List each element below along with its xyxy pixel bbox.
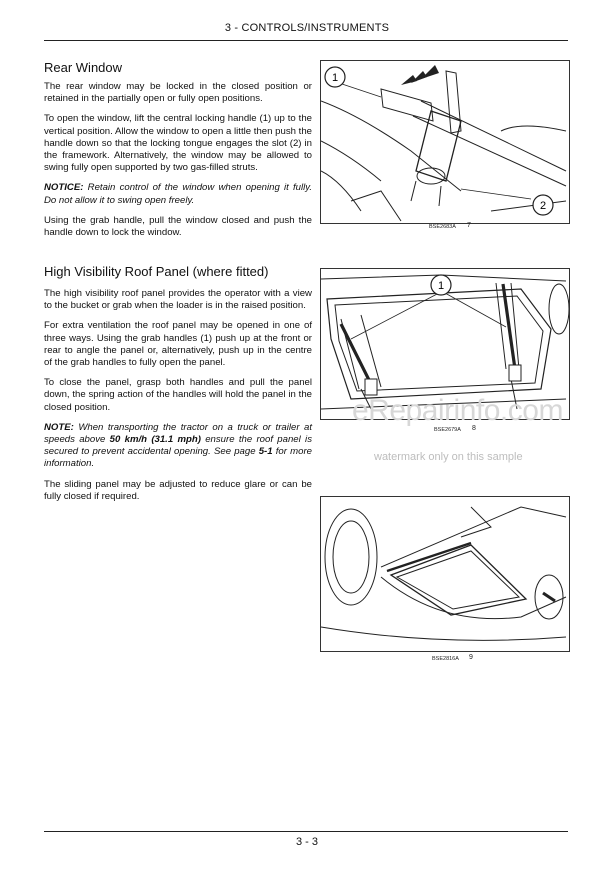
figure-sliding-panel [320, 496, 570, 652]
note-speed: 50 km/h (31.1 mph) [109, 434, 201, 446]
note-page-ref: 5-1 [258, 446, 273, 458]
watermark-site: eRepairinfo.com [352, 394, 563, 427]
sliding-panel-illustration [321, 497, 569, 651]
notice-text: Retain control of the window when opening it fully. Do not allow it to swing open freely. [44, 182, 312, 206]
paragraph: For extra ventilation the roof panel may be opened in one of three ways. Using the grab handles (1) push up at the front or rear to angle the panel or, alternatively, push up in the centre of the grab handles to fully open the panel. [44, 320, 312, 369]
footer-rule [44, 831, 568, 832]
watermark-note: watermark only on this sample [374, 451, 523, 463]
page-header-title: 3 - CONTROLS/INSTRUMENTS [224, 22, 390, 34]
note-paragraph [44, 422, 312, 471]
section-roof-panel [44, 264, 312, 503]
figure-code: BSE2679A [434, 427, 461, 433]
figure-code: BSE2683A [429, 224, 456, 230]
rear-window-illustration [321, 61, 569, 223]
paragraph: To close the panel, grasp both handles and pull the panel down, the spring action of the handles will hold the panel in the closed position. [44, 377, 312, 413]
section-rear-window [44, 60, 312, 239]
section-heading: Rear Window [44, 60, 123, 75]
paragraph: The high visibility roof panel provides the operator with a view to the bucket or grab when the loader is in the raised position. [44, 288, 312, 312]
note-text: When transporting the tractor on a truck or trailer at speeds above [44, 421, 312, 446]
paragraph: The sliding panel may be adjusted to reduce glare or can be fully closed if required. [44, 478, 312, 502]
header-rule [44, 40, 568, 41]
paragraph: Using the grab handle, pull the window closed and push the handle down to lock the window. [44, 214, 312, 239]
callout-1: 1 [437, 280, 445, 292]
figure-number: 9 [469, 654, 473, 661]
figure-number: 8 [472, 425, 476, 432]
callout-1: 1 [331, 72, 339, 84]
figure-rear-window [320, 60, 570, 224]
note-text: for more information. [44, 446, 312, 470]
note-text: ensure the roof panel is secured to prevent accidental opening. See page [44, 434, 312, 458]
callout-2: 2 [539, 200, 547, 212]
figure-code: BSE2816A [432, 656, 459, 662]
note-label: NOTE: [44, 421, 74, 433]
notice-paragraph [44, 182, 312, 206]
figure-number: 7 [467, 222, 471, 229]
notice-label: NOTICE: [44, 182, 84, 194]
paragraph: To open the window, lift the central locking handle (1) up to the vertical position. Allow the window to open a little then push the handle down so that the locking tongue engages the slot (2) in the framework. Alternatively, the window may be allowed to swing fully open supported by two gas-filled struts. [44, 113, 312, 174]
section-heading: High Visibility Roof Panel (where fitted) [44, 264, 269, 279]
page-number: 3 - 3 [295, 836, 318, 848]
paragraph: The rear window may be locked in the closed position or retained in the partially open or fully open positions. [44, 81, 312, 105]
